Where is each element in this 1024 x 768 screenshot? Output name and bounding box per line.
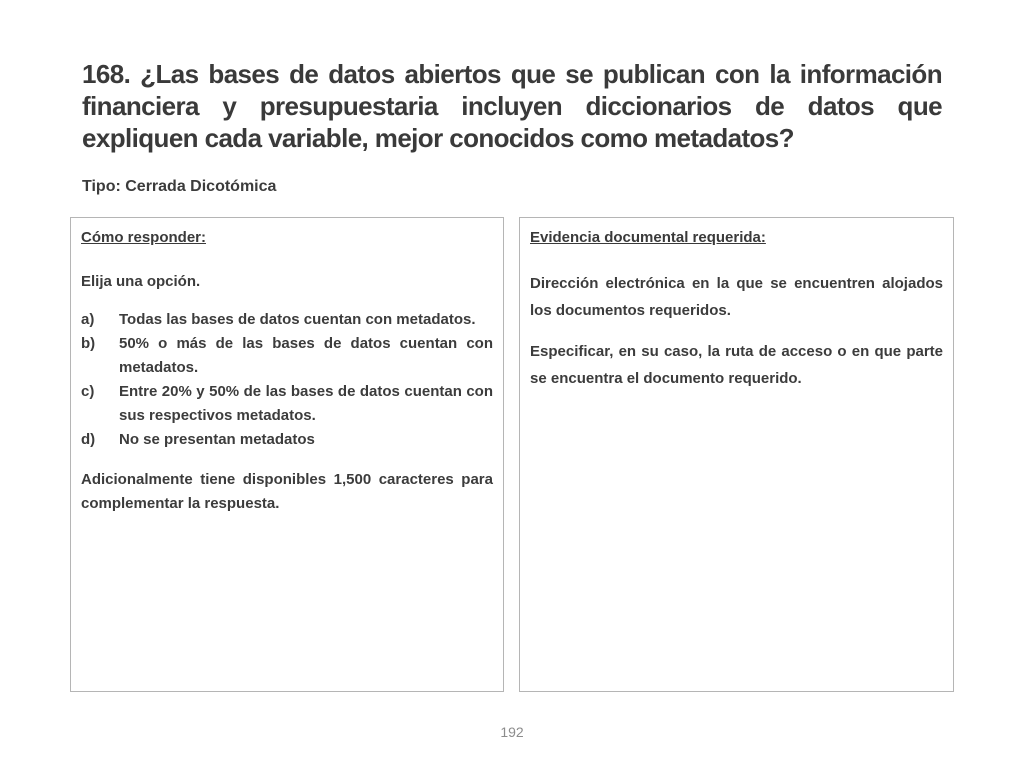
- option-text: Entre 20% y 50% de las bases de datos cuentan con sus respectivos metadatos.: [119, 383, 493, 424]
- option-letter: a): [81, 311, 95, 328]
- instruction-text: Elija una opción.: [81, 273, 201, 290]
- question-type: Tipo: Cerrada Dicotómica: [82, 178, 277, 195]
- options-list: [81, 308, 493, 452]
- evidence-heading: Evidencia documental requerida:: [530, 229, 766, 246]
- option-letter: c): [81, 383, 95, 400]
- option-a: [81, 308, 493, 332]
- option-text: Todas las bases de datos cuentan con metadatos.: [119, 311, 476, 328]
- option-b: [81, 332, 493, 380]
- additional-note: Adicionalmente tiene disponibles 1,500 caracteres para complementar la respuesta.: [81, 471, 493, 512]
- evidence-paragraph-2: Especificar, en su caso, la ruta de acceso o en que parte se encuentra el documento requerido.: [530, 343, 943, 387]
- option-text: 50% o más de las bases de datos cuentan con metadatos.: [119, 335, 493, 376]
- question-title: 168. ¿Las bases de datos abiertos que se publican con la información financiera y presupuestaria incluyen diccionarios de datos que expliquen cada variable, mejor conocidos como metadatos?: [82, 59, 942, 153]
- evidence-box: [519, 217, 954, 692]
- option-c: [81, 380, 493, 428]
- option-letter: d): [81, 431, 96, 448]
- page-number: 192: [500, 724, 524, 740]
- option-text: No se presentan metadatos: [119, 431, 315, 448]
- how-to-answer-box: [70, 217, 504, 692]
- evidence-paragraph-1: Dirección electrónica en la que se encuentren alojados los documentos requeridos.: [530, 275, 943, 319]
- option-letter: b): [81, 335, 96, 352]
- how-to-answer-heading: Cómo responder:: [81, 229, 207, 246]
- option-d: [81, 428, 493, 452]
